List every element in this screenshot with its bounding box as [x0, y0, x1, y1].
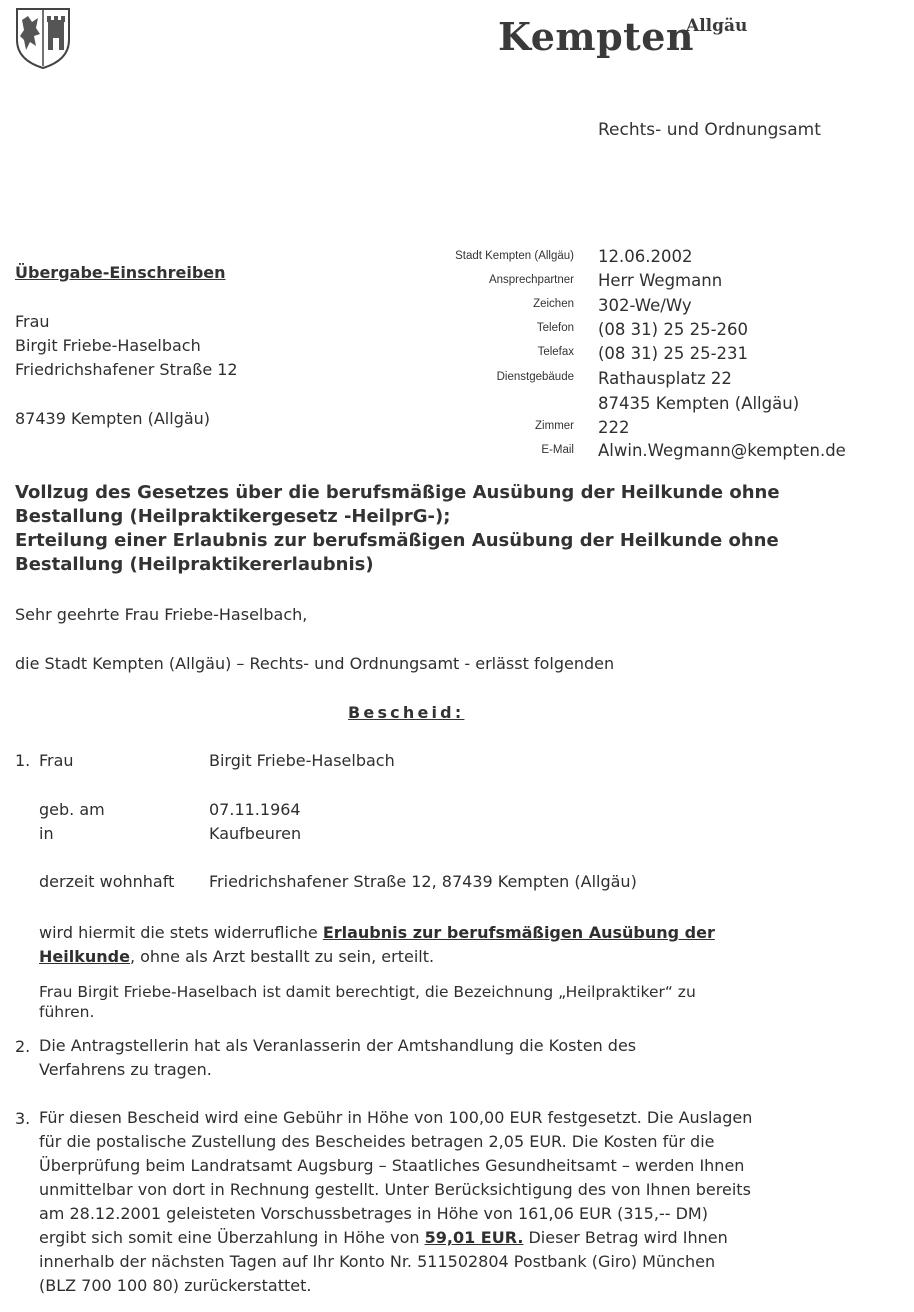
meta-value-email: Alwin.Wegmann@kempten.de — [598, 441, 846, 460]
meta-label-reference: Zeichen — [533, 298, 574, 310]
item-3-line: Überprüfung beim Landratsamt Augsburg – Staatliches Gesundheitsamt – werden Ihnen — [39, 1156, 745, 1175]
item-2-text — [39, 1034, 636, 1082]
recipient-name: Birgit Friebe-Haselbach — [15, 336, 201, 355]
subject-line: Bestallung (Heilpraktikergesetz -HeilprG-); — [15, 506, 451, 527]
item-1-label-salutation: Frau — [39, 751, 74, 770]
item-2-line: Verfahrens zu tragen. — [39, 1060, 212, 1079]
title-note-line: führen. — [39, 1003, 95, 1021]
item-3-line: (BLZ 700 100 80) zurückerstattet. — [39, 1276, 312, 1295]
item-1-number: 1. — [15, 751, 31, 770]
meta-label-email: E-Mail — [541, 444, 574, 456]
item-3-line: unmittelbar von dort in Rechnung gestellt. Unter Berücksichtigung des von Ihnen bereits — [39, 1180, 751, 1199]
item-3-number: 3. — [15, 1109, 31, 1128]
meta-value-room: 222 — [598, 418, 630, 437]
meta-value-fax: (08 31) 25 25-231 — [598, 344, 749, 363]
intro-text: die Stadt Kempten (Allgäu) – Rechts- und Ordnungsamt - erlässt folgenden — [15, 654, 615, 673]
meta-label-phone: Telefon — [536, 322, 574, 334]
meta-value-building-street: Rathausplatz 22 — [598, 369, 732, 388]
item-1-grant-text — [39, 921, 715, 969]
recipient-street: Friedrichshafener Straße 12 — [15, 360, 238, 379]
meta-label-fax: Telefax — [537, 346, 574, 358]
meta-value-phone: (08 31) 25 25-260 — [598, 320, 749, 339]
title-note-line: Frau Birgit Friebe-Haselbach ist damit berechtigt, die Bezeichnung „Heilpraktiker“ zu — [39, 983, 696, 1001]
item-3-line: für die postalische Zustellung des Bescheides betragen 2,05 EUR. Die Kosten für die — [39, 1132, 715, 1151]
meta-value-contact: Herr Wegmann — [598, 271, 723, 290]
meta-value-date: 12.06.2002 — [598, 247, 693, 266]
grant-text-pre: wird hiermit die stets widerrufliche — [39, 923, 323, 942]
item-1-value-residence: Friedrichshafener Straße 12, 87439 Kempten (Allgäu) — [209, 872, 637, 891]
item-1-label-residence: derzeit wohnhaft — [39, 872, 175, 891]
city-logo-superscript: Allgäu — [686, 16, 748, 36]
subject-line: Erteilung einer Erlaubnis zur berufsmäßigen Ausübung der Heilkunde ohne — [15, 530, 779, 551]
overpay-amount: 59,01 EUR. — [424, 1228, 524, 1247]
meta-label-contact: Ansprechpartner — [488, 274, 574, 286]
subject-line: Bestallung (Heilpraktikererlaubnis) — [15, 554, 374, 575]
meta-label-city: Stadt Kempten (Allgäu) — [455, 250, 574, 262]
item-1-label-birthplace: in — [39, 824, 54, 843]
grant-text-bold-2: Heilkunde — [39, 947, 130, 966]
item-1-value-birthdate: 07.11.1964 — [209, 800, 301, 819]
item-1-title-note — [39, 982, 696, 1022]
meta-label-room: Zimmer — [535, 420, 574, 432]
overpay-post: Dieser Betrag wird Ihnen — [523, 1228, 728, 1247]
item-3-text — [39, 1106, 752, 1298]
city-crest-logo — [14, 6, 72, 70]
greeting: Sehr geehrte Frau Friebe-Haselbach, — [15, 605, 308, 624]
city-logo-text: Kempten — [498, 14, 695, 59]
meta-value-building-city: 87435 Kempten (Allgäu) — [598, 394, 800, 413]
item-2-number: 2. — [15, 1037, 31, 1056]
item-3-line: innerhalb der nächsten Tagen auf Ihr Konto Nr. 511502804 Postbank (Giro) München — [39, 1252, 716, 1271]
subject-heading — [15, 481, 895, 577]
item-1-label-birthdate: geb. am — [39, 800, 105, 819]
meta-value-reference: 302-We/Wy — [598, 296, 692, 315]
recipient-city: 87439 Kempten (Allgäu) — [15, 409, 211, 428]
meta-label-building: Dienstgebäude — [496, 371, 574, 383]
item-3-line: Für diesen Bescheid wird eine Gebühr in Höhe von 100,00 EUR festgesetzt. Die Auslagen — [39, 1108, 753, 1127]
item-2-line: Die Antragstellerin hat als Veranlasserin der Amtshandlung die Kosten des — [39, 1036, 637, 1055]
grant-text-bold: Erlaubnis zur berufsmäßigen Ausübung der — [322, 923, 715, 942]
grant-text-post: , ohne als Arzt bestallt zu sein, erteilt. — [129, 947, 435, 966]
decision-title: Bescheid: — [348, 703, 465, 722]
recipient-salutation: Frau — [15, 312, 50, 331]
office-name: Rechts- und Ordnungsamt — [598, 120, 821, 140]
item-3-line: am 28.12.2001 geleisteten Vorschussbetrages in Höhe von 161,06 EUR (315,-- DM) — [39, 1204, 708, 1223]
subject-line: Vollzug des Gesetzes über die berufsmäßige Ausübung der Heilkunde ohne — [15, 482, 780, 503]
item-1-value-birthplace: Kaufbeuren — [209, 824, 302, 843]
delivery-type: Übergabe-Einschreiben — [15, 263, 226, 282]
overpay-pre: ergibt sich somit eine Überzahlung in Höhe von — [39, 1228, 425, 1247]
item-1-value-name: Birgit Friebe-Haselbach — [209, 751, 395, 770]
